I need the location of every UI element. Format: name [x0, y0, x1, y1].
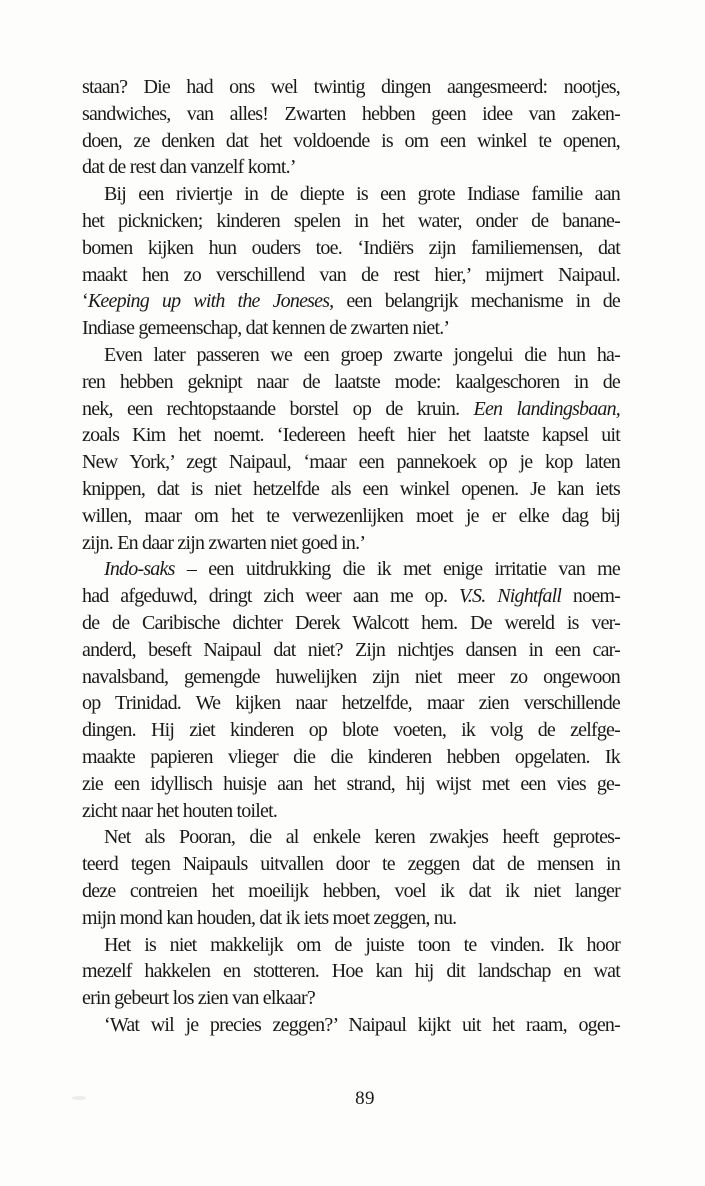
- text-run: nek, een rechtopstaande borstel op de kruin.: [82, 397, 474, 420]
- text-run: Net als Pooran, die al enkele keren zwakjes heeft geprotes-: [104, 826, 620, 849]
- text-line: [82, 556, 620, 583]
- text-run: zoals Kim het noemt. ‘Iedereen heeft hier het laatste kapsel uit: [82, 424, 620, 447]
- italic-text-run: Een landingsbaan,: [473, 397, 620, 420]
- page-number: 89: [355, 1088, 375, 1109]
- text-line: [82, 128, 620, 155]
- text-line: [82, 342, 620, 369]
- text-line: [82, 637, 620, 664]
- paragraph: [82, 181, 620, 342]
- text-line: [82, 878, 620, 905]
- text-run: ‘Wat wil je precies zeggen?’ Naipaul kijkt uit het raam, ogen-: [104, 1013, 620, 1036]
- text-line: [82, 530, 620, 557]
- paragraph: [82, 556, 620, 824]
- text-line: [82, 154, 620, 181]
- text-run: mijn mond kan houden, dat ik iets moet zeggen, nu.: [82, 906, 457, 929]
- text-run: navalsband, gemengde huwelijken zijn niet meer zo ongewoon: [82, 665, 620, 688]
- text-line: [82, 905, 620, 932]
- text-line: [82, 798, 620, 825]
- text-run: een belangrijk mechanisme in de: [333, 290, 620, 313]
- text-line: [82, 181, 620, 208]
- italic-text-run: Indo-saks: [104, 558, 175, 581]
- text-run: zie een idyllisch huisje aan het strand, hij wijst met een vies ge-: [82, 772, 620, 795]
- text-run: op Trinidad. We kijken naar hetzelfde, maar zien verschillende: [82, 692, 620, 715]
- text-line: [82, 369, 620, 396]
- text-line: [82, 503, 620, 530]
- text-run: dat de rest dan vanzelf komt.’: [82, 156, 296, 179]
- text-line: [82, 74, 620, 101]
- text-run: anderd, beseft Naipaul dat niet? Zijn nichtjes dansen in een car-: [82, 638, 620, 661]
- text-line: [82, 1012, 620, 1039]
- text-run: zicht naar het houten toilet.: [82, 799, 278, 822]
- text-line: [82, 717, 620, 744]
- text-line: [82, 771, 620, 798]
- italic-text-run: Keeping up with the Joneses,: [87, 290, 334, 313]
- text-line: [82, 101, 620, 128]
- text-line: [82, 824, 620, 851]
- text-run: noem-: [561, 585, 621, 608]
- italic-text-run: V.S. Nightfall: [458, 585, 562, 608]
- text-block: [82, 74, 620, 1039]
- text-run: – een uitdrukking die ik met enige irritatie van me: [174, 558, 620, 581]
- text-run: Bij een riviertje in de diepte is een grote Indiase familie aan: [104, 183, 620, 206]
- text-line: [82, 235, 620, 262]
- text-run: erin gebeurt los zien van elkaar?: [82, 987, 315, 1010]
- text-line: [82, 744, 620, 771]
- text-run: sandwiches, van alles! Zwarten hebben geen idee van zaken-: [82, 102, 620, 125]
- text-run: Het is niet makkelijk om de juiste toon te vinden. Ik hoor: [104, 933, 620, 956]
- text-line: [82, 208, 620, 235]
- text-run: maakte papieren vlieger die die kinderen hebben opgelaten. Ik: [82, 745, 620, 768]
- text-run: Even later passeren we een groep zwarte jongelui die hun ha-: [104, 343, 620, 366]
- text-run: Indiase gemeenschap, dat kennen de zwarten niet.’: [82, 317, 450, 340]
- text-line: [82, 664, 620, 691]
- text-run: bomen kijken hun ouders toe. ‘Indiërs zijn familiemensen, dat: [82, 236, 620, 259]
- text-run: het picknicken; kinderen spelen in het water, onder de banane-: [82, 209, 620, 232]
- text-line: [82, 315, 620, 342]
- text-line: [82, 851, 620, 878]
- text-run: New York,’ zegt Naipaul, ‘maar een pannekoek op je kop laten: [82, 451, 620, 474]
- text-run: ren hebben geknipt naar de laatste mode: kaalgeschoren in de: [82, 370, 620, 393]
- scan-smudge: [72, 1096, 86, 1100]
- text-line: [82, 985, 620, 1012]
- text-run: ‘: [82, 290, 88, 313]
- text-line: [82, 690, 620, 717]
- text-line: [82, 449, 620, 476]
- text-run: de de Caribische dichter Derek Walcott hem. De wereld is ver-: [82, 611, 620, 634]
- text-run: maakt hen zo verschillend van de rest hier,’ mijmert Naipaul.: [82, 263, 620, 286]
- text-run: willen, maar om het te verwezenlijken moet je er elke dag bij: [82, 504, 620, 527]
- paragraph: [82, 932, 620, 1012]
- paragraph: [82, 824, 620, 931]
- text-line: [82, 396, 620, 423]
- text-run: doen, ze denken dat het voldoende is om een winkel te openen,: [82, 129, 620, 152]
- text-run: dingen. Hij ziet kinderen op blote voeten, ik volg de zelfge-: [82, 719, 620, 742]
- text-run: zijn. En daar zijn zwarten niet goed in.’: [82, 531, 366, 554]
- text-line: [82, 262, 620, 289]
- paragraph: [82, 74, 620, 181]
- text-line: [82, 610, 620, 637]
- text-line: [82, 288, 620, 315]
- text-line: [82, 958, 620, 985]
- text-run: mezelf hakkelen en stotteren. Hoe kan hij dit landschap en wat: [82, 960, 620, 983]
- text-line: [82, 583, 620, 610]
- paragraph: [82, 1012, 620, 1039]
- text-run: knippen, dat is niet hetzelfde als een winkel openen. Je kan iets: [82, 477, 620, 500]
- text-run: teerd tegen Naipauls uitvallen door te zeggen dat de mensen in: [82, 853, 620, 876]
- text-run: staan? Die had ons wel twintig dingen aangesmeerd: nootjes,: [82, 76, 620, 98]
- paragraph: [82, 342, 620, 556]
- text-run: deze contreien het moeilijk hebben, voel ik dat ik niet langer: [82, 879, 620, 902]
- text-line: [82, 476, 620, 503]
- text-run: had afgeduwd, dringt zich weer aan me op.: [82, 585, 459, 608]
- text-line: [82, 932, 620, 959]
- text-line: [82, 422, 620, 449]
